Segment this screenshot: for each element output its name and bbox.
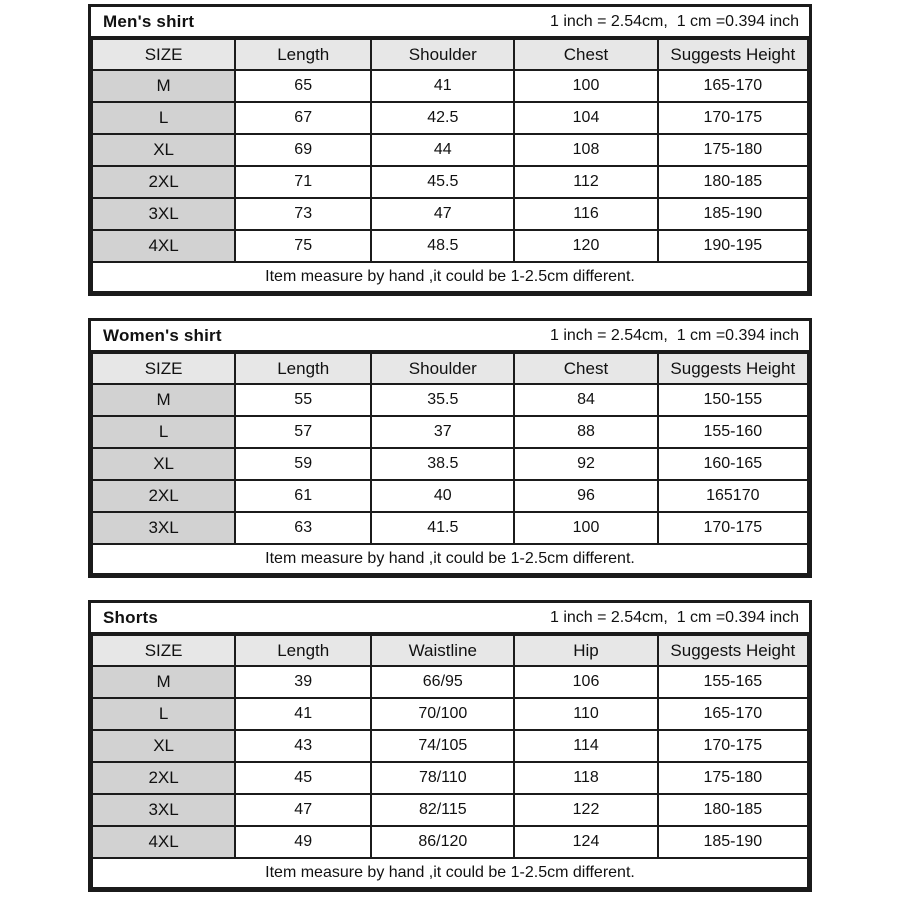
size-label-cell: M <box>92 666 235 698</box>
column-header: SIZE <box>92 39 235 70</box>
size-label-cell: 4XL <box>92 230 235 262</box>
table-title: Shorts <box>103 607 159 627</box>
measurement-cell: 45.5 <box>371 166 514 198</box>
measurement-cell: 122 <box>514 794 657 826</box>
measurement-cell: 42.5 <box>371 102 514 134</box>
size-label-cell: 2XL <box>92 762 235 794</box>
measurement-cell: 100 <box>514 512 657 544</box>
measurement-cell: 124 <box>514 826 657 858</box>
measurement-cell: 63 <box>235 512 371 544</box>
column-header: SIZE <box>92 353 235 384</box>
measurement-cell: 47 <box>371 198 514 230</box>
size-label-cell: L <box>92 698 235 730</box>
measurement-cell: 41.5 <box>371 512 514 544</box>
measurement-cell: 41 <box>235 698 371 730</box>
footer-row <box>92 544 808 574</box>
measurement-cell: 165170 <box>658 480 808 512</box>
footer-row <box>92 262 808 292</box>
size-label-cell: 3XL <box>92 198 235 230</box>
measure-disclaimer-note: Item measure by hand ,it could be 1-2.5cm different. <box>92 858 808 888</box>
table-row <box>92 826 808 858</box>
measurement-cell: 150-155 <box>658 384 808 416</box>
measurement-cell: 55 <box>235 384 371 416</box>
measurement-cell: 43 <box>235 730 371 762</box>
size-label-cell: 4XL <box>92 826 235 858</box>
measurement-cell: 175-180 <box>658 134 808 166</box>
size-label-cell: 3XL <box>92 794 235 826</box>
footer-row <box>92 858 808 888</box>
size-label-cell: XL <box>92 448 235 480</box>
measurement-cell: 66/95 <box>371 666 514 698</box>
size-table-grid <box>91 352 809 575</box>
measurement-cell: 49 <box>235 826 371 858</box>
table-row <box>92 794 808 826</box>
measure-disclaimer-note: Item measure by hand ,it could be 1-2.5cm different. <box>92 262 808 292</box>
column-header: Waistline <box>371 635 514 666</box>
column-header: Length <box>235 39 371 70</box>
measurement-cell: 45 <box>235 762 371 794</box>
table-row <box>92 230 808 262</box>
unit-conversion-note: 1 inch = 2.54cm, 1 cm =0.394 inch <box>549 608 799 626</box>
measurement-cell: 86/120 <box>371 826 514 858</box>
measurement-cell: 35.5 <box>371 384 514 416</box>
measurement-cell: 84 <box>514 384 657 416</box>
size-label-cell: XL <box>92 134 235 166</box>
measurement-cell: 61 <box>235 480 371 512</box>
measurement-cell: 170-175 <box>658 102 808 134</box>
measure-disclaimer-note: Item measure by hand ,it could be 1-2.5cm different. <box>92 544 808 574</box>
measurement-cell: 48.5 <box>371 230 514 262</box>
table-titlebar <box>91 603 809 634</box>
column-header: Suggests Height <box>658 635 808 666</box>
column-header: Chest <box>514 39 657 70</box>
table-title: Women's shirt <box>103 325 222 345</box>
column-header: Shoulder <box>371 353 514 384</box>
size-table-grid <box>91 634 809 889</box>
column-header: Chest <box>514 353 657 384</box>
measurement-cell: 92 <box>514 448 657 480</box>
measurement-cell: 100 <box>514 70 657 102</box>
measurement-cell: 88 <box>514 416 657 448</box>
column-header: Suggests Height <box>658 39 808 70</box>
measurement-cell: 170-175 <box>658 730 808 762</box>
table-row <box>92 698 808 730</box>
measurement-cell: 38.5 <box>371 448 514 480</box>
shorts-size-table <box>88 600 812 892</box>
table-row <box>92 198 808 230</box>
measurement-cell: 65 <box>235 70 371 102</box>
header-row <box>92 39 808 70</box>
size-label-cell: L <box>92 102 235 134</box>
size-label-cell: XL <box>92 730 235 762</box>
measurement-cell: 78/110 <box>371 762 514 794</box>
column-header: Hip <box>514 635 657 666</box>
measurement-cell: 70/100 <box>371 698 514 730</box>
table-titlebar <box>91 7 809 38</box>
measurement-cell: 160-165 <box>658 448 808 480</box>
table-row <box>92 384 808 416</box>
table-row <box>92 166 808 198</box>
measurement-cell: 73 <box>235 198 371 230</box>
measurement-cell: 185-190 <box>658 198 808 230</box>
table-row <box>92 416 808 448</box>
measurement-cell: 74/105 <box>371 730 514 762</box>
size-label-cell: M <box>92 384 235 416</box>
column-header: Length <box>235 353 371 384</box>
table-row <box>92 666 808 698</box>
measurement-cell: 67 <box>235 102 371 134</box>
table-row <box>92 448 808 480</box>
measurement-cell: 175-180 <box>658 762 808 794</box>
measurement-cell: 114 <box>514 730 657 762</box>
measurement-cell: 180-185 <box>658 166 808 198</box>
mens-shirt-size-table <box>88 4 812 296</box>
unit-conversion-note: 1 inch = 2.54cm, 1 cm =0.394 inch <box>549 12 799 30</box>
table-row <box>92 512 808 544</box>
table-row <box>92 480 808 512</box>
column-header: SIZE <box>92 635 235 666</box>
measurement-cell: 37 <box>371 416 514 448</box>
measurement-cell: 41 <box>371 70 514 102</box>
table-row <box>92 762 808 794</box>
measurement-cell: 47 <box>235 794 371 826</box>
column-header: Shoulder <box>371 39 514 70</box>
measurement-cell: 185-190 <box>658 826 808 858</box>
table-title: Men's shirt <box>103 11 195 31</box>
womens-shirt-size-table <box>88 318 812 578</box>
table-row <box>92 70 808 102</box>
measurement-cell: 69 <box>235 134 371 166</box>
measurement-cell: 82/115 <box>371 794 514 826</box>
measurement-cell: 71 <box>235 166 371 198</box>
table-row <box>92 730 808 762</box>
size-label-cell: L <box>92 416 235 448</box>
measurement-cell: 96 <box>514 480 657 512</box>
measurement-cell: 44 <box>371 134 514 166</box>
measurement-cell: 118 <box>514 762 657 794</box>
measurement-cell: 59 <box>235 448 371 480</box>
measurement-cell: 40 <box>371 480 514 512</box>
measurement-cell: 165-170 <box>658 698 808 730</box>
size-table-grid <box>91 38 809 293</box>
column-header: Suggests Height <box>658 353 808 384</box>
measurement-cell: 165-170 <box>658 70 808 102</box>
unit-conversion-note: 1 inch = 2.54cm, 1 cm =0.394 inch <box>549 326 799 344</box>
measurement-cell: 112 <box>514 166 657 198</box>
measurement-cell: 110 <box>514 698 657 730</box>
size-label-cell: 3XL <box>92 512 235 544</box>
measurement-cell: 155-165 <box>658 666 808 698</box>
measurement-cell: 170-175 <box>658 512 808 544</box>
size-label-cell: 2XL <box>92 480 235 512</box>
measurement-cell: 75 <box>235 230 371 262</box>
measurement-cell: 155-160 <box>658 416 808 448</box>
column-header: Length <box>235 635 371 666</box>
measurement-cell: 116 <box>514 198 657 230</box>
measurement-cell: 180-185 <box>658 794 808 826</box>
measurement-cell: 120 <box>514 230 657 262</box>
header-row <box>92 635 808 666</box>
measurement-cell: 39 <box>235 666 371 698</box>
table-row <box>92 102 808 134</box>
size-label-cell: M <box>92 70 235 102</box>
measurement-cell: 104 <box>514 102 657 134</box>
measurement-cell: 57 <box>235 416 371 448</box>
table-titlebar <box>91 321 809 352</box>
measurement-cell: 106 <box>514 666 657 698</box>
size-label-cell: 2XL <box>92 166 235 198</box>
measurement-cell: 190-195 <box>658 230 808 262</box>
measurement-cell: 108 <box>514 134 657 166</box>
header-row <box>92 353 808 384</box>
table-row <box>92 134 808 166</box>
